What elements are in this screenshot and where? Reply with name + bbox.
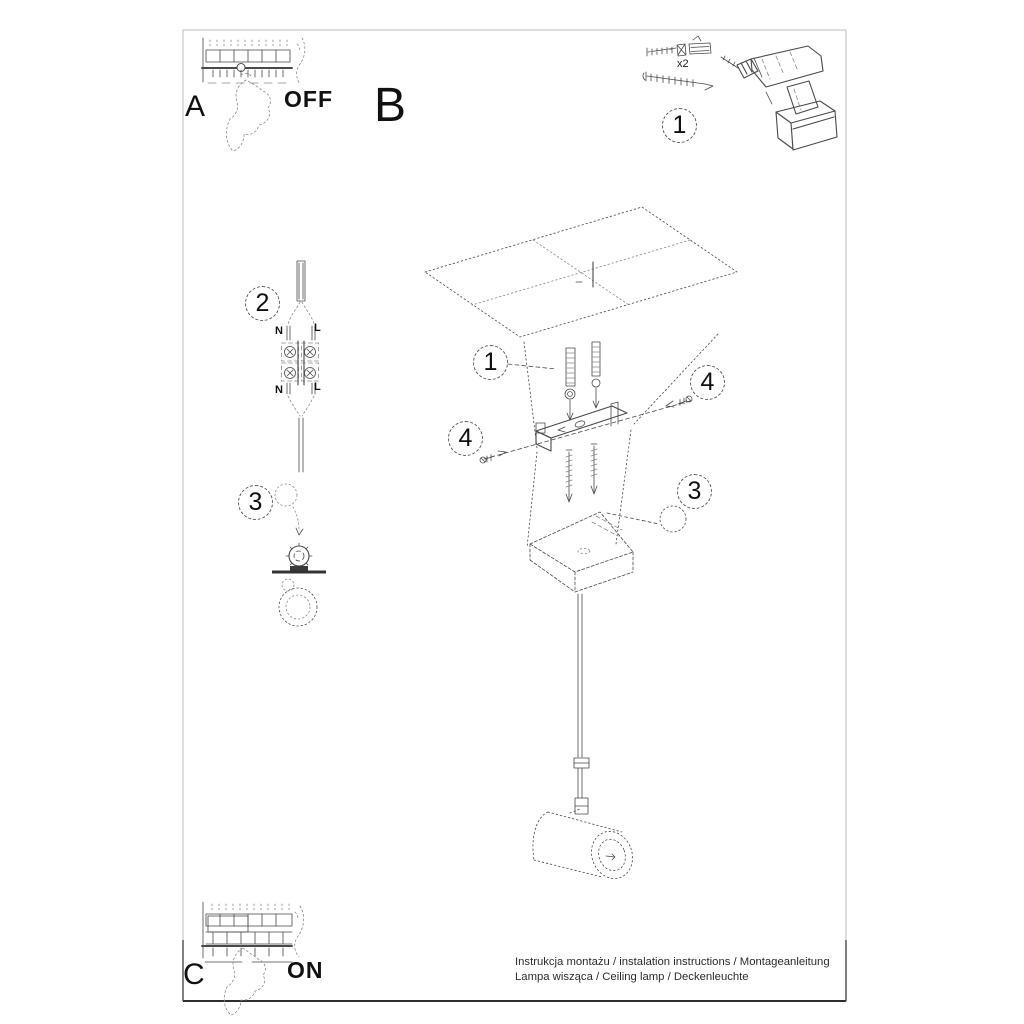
wall-plug-icon (647, 36, 711, 56)
section-b-label: B (374, 79, 407, 132)
lamp-head (533, 809, 639, 884)
canopy (530, 506, 686, 592)
screw-icon (643, 72, 713, 90)
wall-plug-left (565, 348, 575, 420)
wire-label-l-bottom: L (314, 381, 321, 393)
construction-lines (484, 334, 718, 548)
callout-screw-right: 4 (690, 365, 725, 400)
callout-strain-relief: 3 (677, 474, 712, 509)
footer-line-1: Instrukcja montażu / instalation instructions / Montageanleitung (515, 956, 830, 968)
breaker-panel-on-icon (202, 902, 292, 962)
section-c-label: C (183, 958, 205, 991)
bracket-screw-down-right (591, 444, 597, 494)
step-circle-parts: 1 (662, 108, 697, 143)
wire-label-n-top: N (275, 325, 283, 337)
callout-dowels: 1 (473, 345, 508, 380)
wiring-diagram (282, 261, 319, 472)
step-circle-strain-relief: 3 (238, 485, 273, 520)
ceiling-plane (425, 207, 737, 337)
footer-line-2: Lampa wisząca / Ceiling lamp / Deckenleuchte (515, 970, 749, 983)
page-border (183, 30, 846, 1001)
section-a-label: A (185, 90, 206, 123)
breaker-panel-off-icon (202, 38, 292, 83)
step-circle-wiring: 2 (245, 286, 280, 321)
footer-text (515, 955, 830, 984)
side-screw-left (480, 451, 506, 463)
wire-label-l-top: L (314, 322, 321, 334)
wall-plug-right (592, 342, 600, 408)
off-label: OFF (284, 86, 333, 112)
mounting-bracket (536, 402, 627, 451)
suspension-cable (574, 594, 589, 814)
drill-icon (721, 46, 837, 150)
strain-relief-diagram (272, 484, 326, 626)
callout-screw-left: 4 (448, 421, 483, 456)
quantity-label: x2 (677, 58, 689, 70)
wire-label-n-bottom: N (275, 384, 283, 396)
side-screw-right (666, 396, 692, 407)
on-label: ON (287, 957, 324, 983)
bracket-screw-down-left (566, 450, 572, 502)
